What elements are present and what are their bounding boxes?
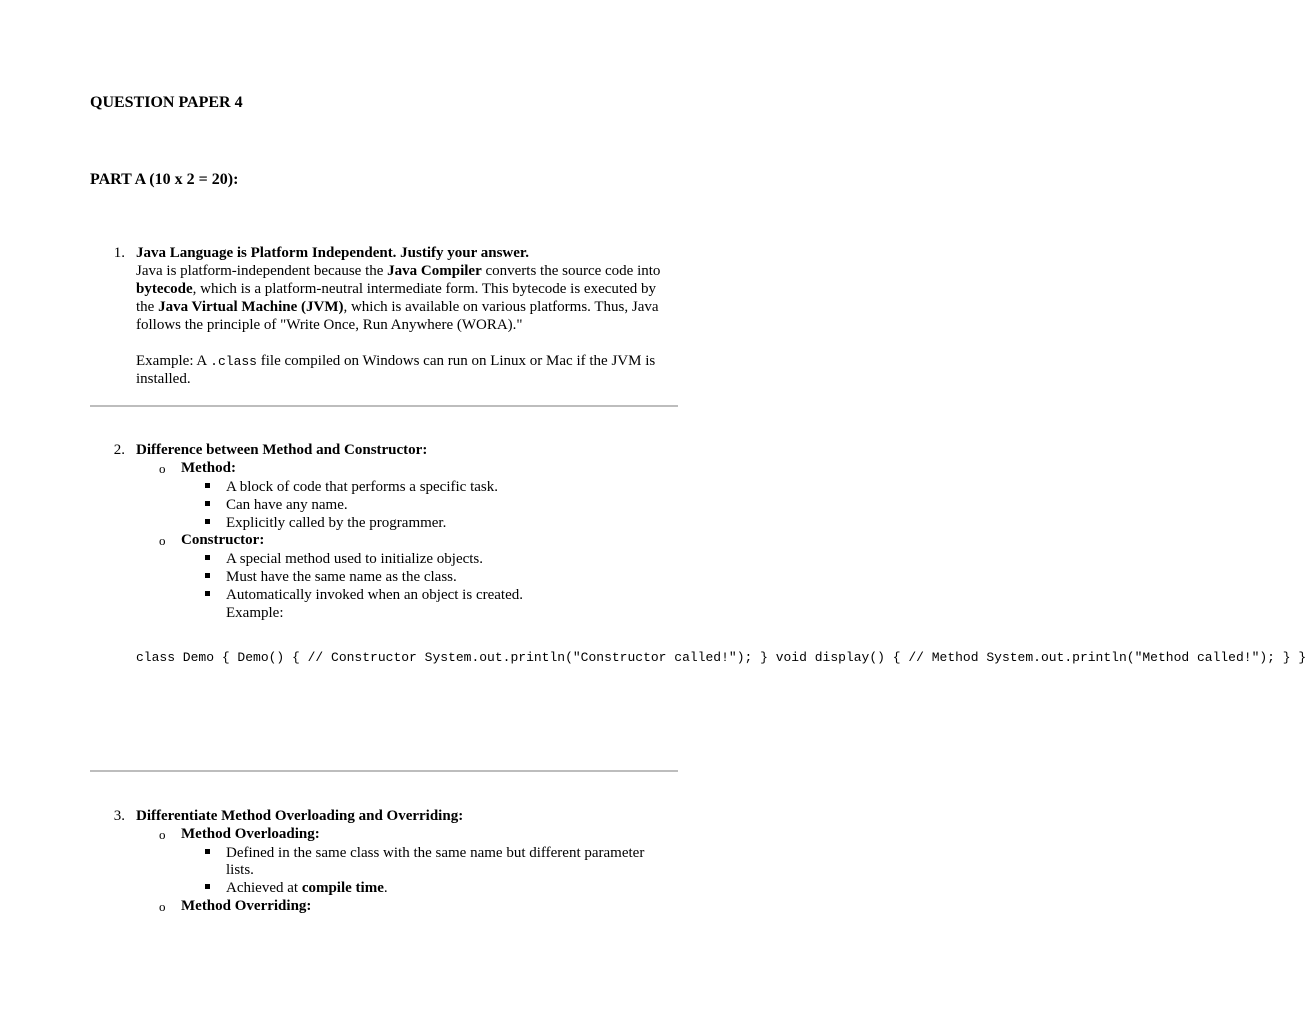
- answer-bold: bytecode: [136, 281, 193, 297]
- constructor-label: Constructor:: [181, 532, 265, 548]
- list-item-continuation: lists.: [226, 862, 254, 878]
- question-text: Java Language is Platform Independent. Justify your answer.: [136, 245, 529, 261]
- circle-bullet-icon: o: [159, 899, 166, 914]
- example-text: Example: A: [136, 353, 211, 369]
- square-bullet-icon: [205, 884, 210, 889]
- answer-line: [136, 298, 659, 316]
- overloading-label: Method Overloading:: [181, 826, 320, 842]
- answer-bold: Java Compiler: [387, 263, 482, 279]
- question-text: Difference between Method and Constructor:: [136, 442, 428, 458]
- list-item: [226, 879, 388, 897]
- circle-bullet-icon: o: [159, 827, 166, 842]
- code-block: class Demo { Demo() { // Constructor System.out.println("Constructor called!"); } void display() { // Method System.out.println("Method called!"); } }: [136, 650, 1306, 665]
- square-bullet-icon: [205, 501, 210, 506]
- list-item: Defined in the same class with the same name but different parameter: [226, 845, 645, 861]
- question-text: Differentiate Method Overloading and Overriding:: [136, 808, 464, 824]
- paper-title: QUESTION PAPER 4: [90, 94, 243, 111]
- square-bullet-icon: [205, 519, 210, 524]
- square-bullet-icon: [205, 555, 210, 560]
- answer-text: converts the source code into: [481, 263, 661, 279]
- circle-bullet-icon: o: [159, 533, 166, 548]
- list-bold: compile time: [301, 880, 384, 896]
- part-heading: PART A (10 x 2 = 20):: [90, 171, 239, 188]
- list-item: Can have any name.: [226, 497, 348, 513]
- answer-line: follows the principle of "Write Once, Run Anywhere (WORA).": [136, 317, 523, 333]
- overriding-label: Method Overriding:: [181, 898, 312, 914]
- list-item: Automatically invoked when an object is created.: [226, 587, 523, 603]
- inline-code: .class: [210, 354, 257, 369]
- horizontal-rule: [90, 405, 678, 407]
- answer-text: the: [136, 299, 159, 315]
- square-bullet-icon: [205, 849, 210, 854]
- answer-text: , which is available on various platforms. Thus, Java: [343, 299, 659, 315]
- answer-text: Java is platform-independent because the: [136, 263, 388, 279]
- list-item: Explicitly called by the programmer.: [226, 515, 447, 531]
- answer-line: [136, 262, 660, 280]
- question-number: 3.: [113, 808, 125, 824]
- square-bullet-icon: [205, 483, 210, 488]
- list-text: Achieved at: [226, 880, 302, 896]
- answer-line: [136, 280, 656, 298]
- horizontal-rule: [90, 770, 678, 772]
- list-text: .: [383, 880, 388, 896]
- circle-bullet-icon: o: [159, 461, 166, 476]
- example-label: Example:: [226, 605, 284, 621]
- question-number: 1.: [113, 245, 125, 261]
- example-line: installed.: [136, 371, 191, 387]
- square-bullet-icon: [205, 591, 210, 596]
- method-label: Method:: [181, 460, 236, 476]
- example-text: file compiled on Windows can run on Linux or Mac if the JVM is: [256, 353, 656, 369]
- question-number: 2.: [113, 442, 125, 458]
- list-item: A special method used to initialize objects.: [226, 551, 484, 567]
- list-item: Must have the same name as the class.: [226, 569, 457, 585]
- answer-bold: Java Virtual Machine (JVM): [158, 299, 344, 315]
- example-line: [136, 352, 655, 371]
- square-bullet-icon: [205, 573, 210, 578]
- answer-text: , which is a platform-neutral intermediate form. This bytecode is executed by: [192, 281, 656, 297]
- list-item: A block of code that performs a specific task.: [226, 479, 498, 495]
